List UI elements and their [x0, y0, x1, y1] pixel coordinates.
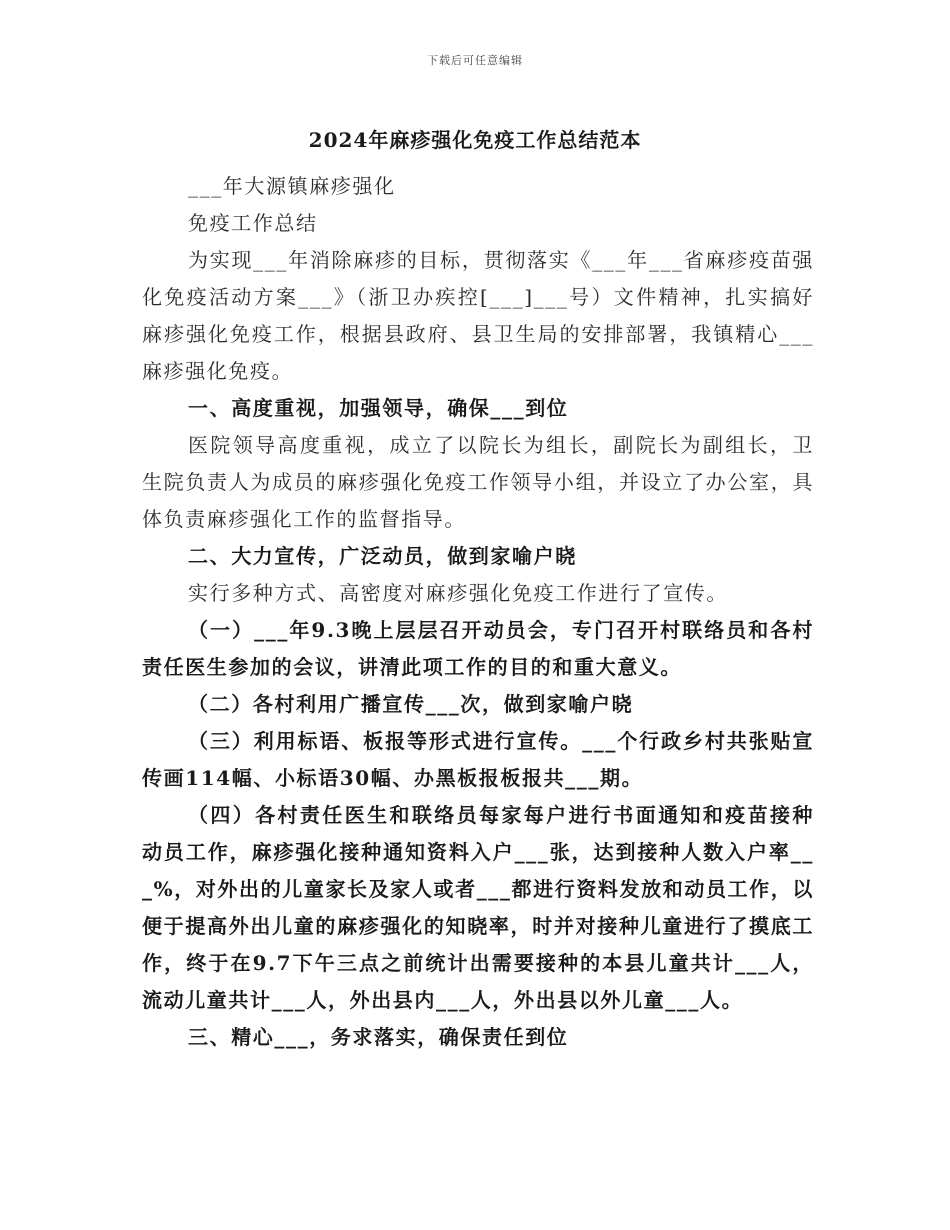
document-body: [142, 168, 814, 1056]
header-note: 下载后可任意编辑: [427, 54, 523, 67]
paragraph-subtitle-2: 免疫工作总结: [188, 211, 318, 235]
paragraph-publicity: 实行多种方式、高密度对麻疹强化免疫工作进行了宣传。: [188, 581, 728, 605]
list-item-1: （一）___年9.3晚上层层召开动员会，专门召开村联络员和各村责任医生参加的会议，讲清此项工作的目的和重大意义。: [142, 618, 814, 679]
paragraph-subtitle-1: ___年大源镇麻疹强化: [188, 174, 396, 198]
section-heading-2: 二、大力宣传，广泛动员，做到家喻户晓: [188, 544, 577, 568]
section-heading-3: 三、精心___，务求落实，确保责任到位: [188, 1025, 569, 1049]
list-item-2: （二）各村利用广播宣传___次，做到家喻户晓: [188, 692, 634, 716]
list-item-3: （三）利用标语、板报等形式进行宣传。___个行政乡村共张贴宣传画114幅、小标语30幅、办黑板报板报共___期。: [142, 729, 814, 790]
list-item-4: （四）各村责任医生和联络员每家每户进行书面通知和疫苗接种动员工作，麻疹强化接种通知资料入户___张，达到接种人数入户率___%，对外出的儿童家长及家人或者___都进行资料发放和动员工作，以便于提高外出儿童的麻疹强化的知晓率，时并对接种儿童进行了摸底工作，终于在9.7下午三点之前统计出需要接种的本县儿童共计___人，流动儿童共计___人，外出县内___人，外出县以外儿童___人。: [142, 803, 814, 1012]
section-heading-1: 一、高度重视，加强领导，确保___到位: [188, 396, 569, 420]
paragraph-intro: 为实现___年消除麻疹的目标，贯彻落实《___年___省麻疹疫苗强化免疫活动方案___》（浙卫办疾控[___]___号）文件精神，扎实搞好麻疹强化免疫工作，根据县政府、县卫生局的安排部署，我镇精心___麻疹强化免疫。: [142, 248, 814, 383]
document-title: 2024年麻疹强化免疫工作总结范本: [308, 128, 642, 152]
paragraph-leadership: 医院领导高度重视，成立了以院长为组长，副院长为副组长，卫生院负责人为成员的麻疹强化免疫工作领导小组，并设立了办公室，具体负责麻疹强化工作的监督指导。: [142, 433, 814, 531]
